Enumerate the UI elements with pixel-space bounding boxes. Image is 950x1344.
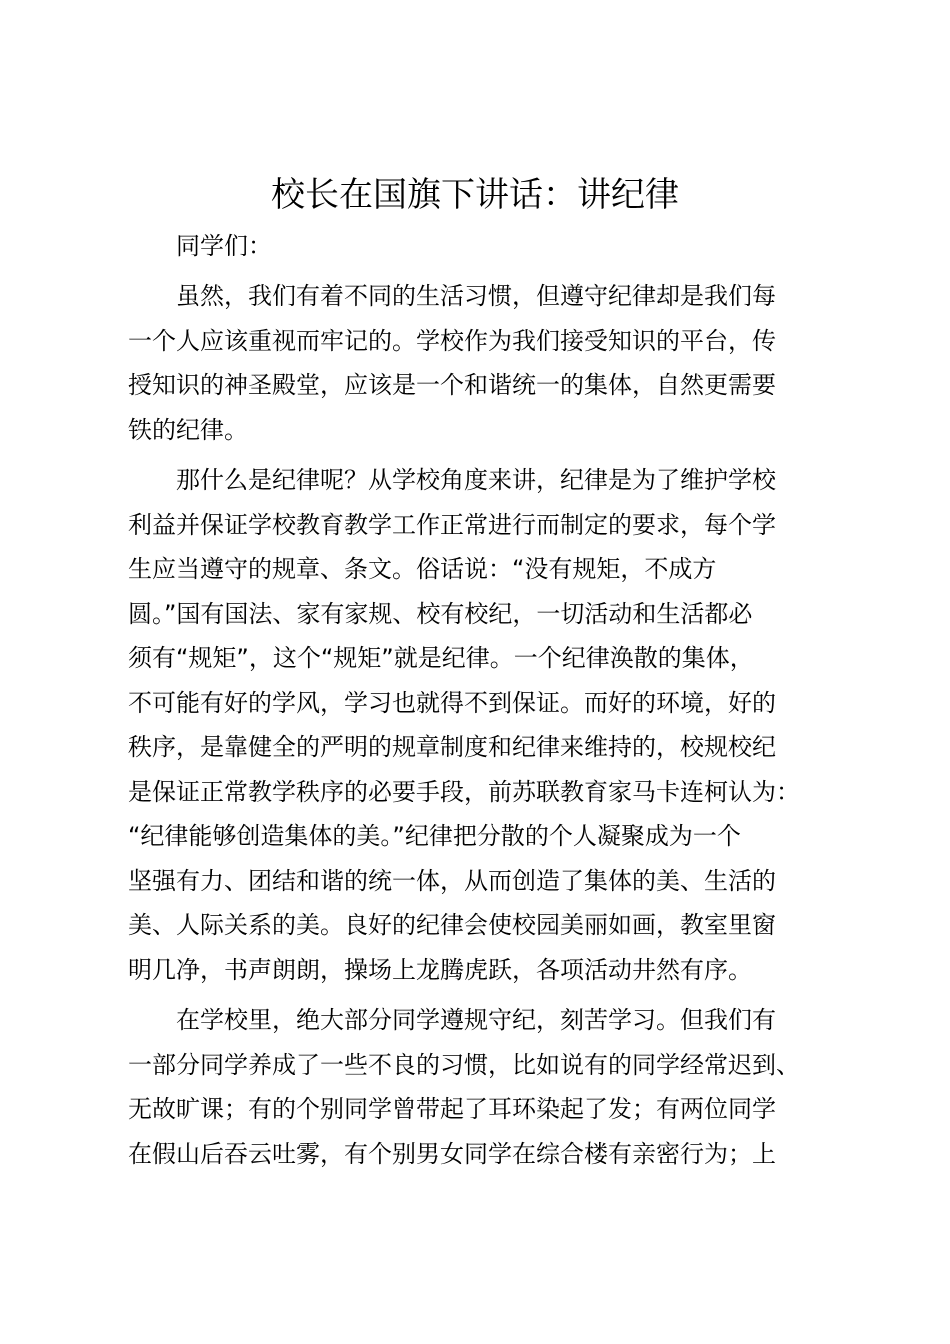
text-line: “纪律能够创造集体的美。”纪律把分散的个人凝聚成为一个 xyxy=(128,822,741,850)
document-title: 校长在国旗下讲话：讲纪律 xyxy=(271,175,679,215)
text-line: 不可能有好的学风，学习也就得不到保证。而好的环境，好的 xyxy=(128,688,776,717)
text-line: 圆。”国有国法、家有家规、校有校纪，一切活动和生活都必 xyxy=(128,599,753,628)
text-line: 虽然，我们有着不同的生活习惯，但遵守纪律却是我们每 xyxy=(176,282,776,310)
text-line: 利益并保证学校教育教学工作正常进行而制定的要求，每个学 xyxy=(128,510,776,539)
text-line: 生应当遵守的规章、条文。俗话说：“没有规矩，不成方 xyxy=(128,555,717,583)
paragraph-1 xyxy=(128,274,840,452)
text-line: 是保证正常教学秩序的必要手段，前苏联教育家马卡连柯认为： xyxy=(128,777,800,806)
text-line: 授知识的神圣殿堂，应该是一个和谐统一的集体，自然更需要 xyxy=(128,371,776,399)
text-line: 秩序，是靠健全的严明的规章制度和纪律来维持的，校规校纪 xyxy=(128,733,776,761)
text-line: 坚强有力、团结和谐的统一体，从而创造了集体的美、生活的 xyxy=(128,866,776,895)
document-body xyxy=(128,224,840,1182)
text-line: 须有“规矩”，这个“规矩”就是纪律。一个纪律涣散的集体， xyxy=(128,644,754,672)
text-line: 美、人际关系的美。良好的纪律会使校园美丽如画，教室里窗 xyxy=(128,911,776,939)
paragraph-3 xyxy=(128,998,840,1176)
text-line: 铁的纪律。 xyxy=(128,415,248,444)
text-line: 在假山后吞云吐雾，有个别男女同学在综合楼有亲密行为；上 xyxy=(128,1139,776,1168)
paragraph-2 xyxy=(128,458,840,992)
text-line: 那什么是纪律呢？从学校角度来讲，纪律是为了维护学校 xyxy=(176,466,776,494)
text-line: 无故旷课；有的个别同学曾带起了耳环染起了发；有两位同学 xyxy=(128,1095,776,1123)
text-line: 明几净，书声朗朗，操场上龙腾虎跃，各项活动井然有序。 xyxy=(128,955,752,984)
salutation: 同学们： xyxy=(176,232,272,260)
text-line: 一个人应该重视而牢记的。学校作为我们接受知识的平台，传 xyxy=(128,326,776,355)
text-line: 在学校里，绝大部分同学遵规守纪，刻苦学习。但我们有 xyxy=(176,1006,776,1034)
text-line: 一部分同学养成了一些不良的习惯，比如说有的同学经常迟到、 xyxy=(128,1050,800,1079)
